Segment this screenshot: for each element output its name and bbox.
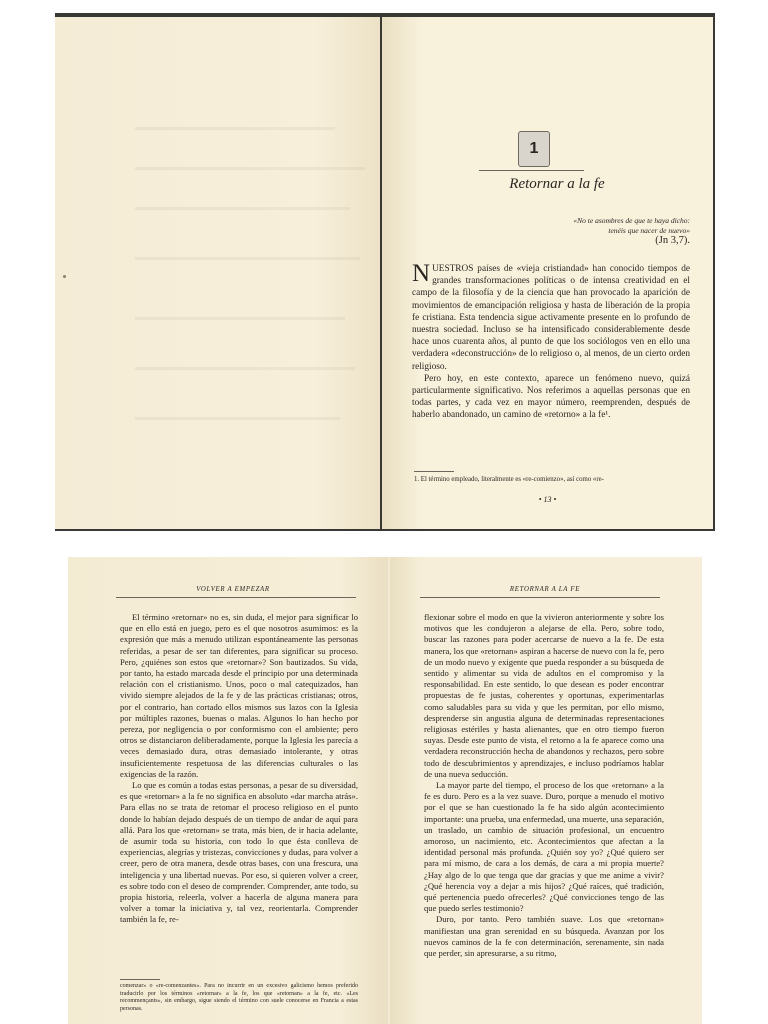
running-head: RETORNAR A LA FE: [509, 586, 581, 593]
show-through-line: [135, 167, 365, 170]
page-14: [68, 557, 388, 1024]
show-through-line: [135, 257, 360, 260]
chapter-title: Retornar a la fe: [509, 176, 605, 192]
epigraph-line-2: tenéis que nacer de nuevo»: [608, 226, 690, 235]
epigraph-line-1: «No te asombres de que te haya dicho:: [573, 216, 690, 225]
bottom-scan-spread: [68, 557, 702, 1024]
show-through-line: [135, 367, 355, 370]
chapter-rule: [479, 170, 584, 171]
show-through-line: [135, 317, 345, 320]
body-paragraph: Lo que es común a todas estas personas, a pesar de su diversidad, es que «retornar» a la fe no significa en absoluto «dar marcha atrás». Para ellas no se trata de retomar el proceso religioso en el punto donde lo habían dejado después de un tiempo de andar de aquí para allá. Para los que «retornan» se trata, más bien, de ir hacia adelante, de asumir toda su historia, con todo lo que ésta conlleva de experiencias, alegrías y tristezas, convicciones y dudas, para volver a creer, pero de otra manera, desde otras bases, con una frescura, una inteligencia y una libertad nuevas. Por eso, si quieren volver a creer, es sobre todo con el deseo de comprender. Comprender, ante todo, su propia historia, releerla, volver a hacerla de alguna manera para volver a tomar la iniciativa y, tal vez, reorientarla. Comprender también la fe, re-: [120, 780, 358, 925]
opening-word: UESTROS: [432, 264, 474, 274]
body-paragraph: La mayor parte del tiempo, el proceso de los que «retornan» a la fe es duro. Pero es a la vez suave. Duro, porque a menudo el motivo por el que se han cuestionado la fe ha sido algún acontecimiento importante: una prueba, una enfermedad, una muerte, una separación, un traslado, un cambio de situación profesional, un encuentro amoroso, un nacimiento, etc. Acontecimientos que afectan a la identidad personal más profunda. ¿Quién soy yo? ¿Qué quiero ser para mí mismo, de cara a los demás, de cara a mi propia muerte? ¿Hay algo de lo que tenga que dar gracias y que me anime a vivir? ¿Qué herencia voy a dejar a mis hijos? ¿Qué raíces, qué tradición, qué pertenencia puedo ofrecerles? ¿Qué convicciones tengo de las que puedo serles testimonio?: [424, 780, 664, 914]
page-15-body: [424, 612, 664, 959]
body-paragraph: El término «retornar» no es, sin duda, el mejor para significar lo que en ello está en juego, pero es el que nosotros asumimos: es la expresión que más a menudo utilizan espontáneamente las personas referidas, a pesar de ser tan diferentes, para significar su proceso. Pero, ¿quiénes son estos que «retornar»? Son bautizados. Su vida, por tanto, ha estado marcada desde el principio por una determinada relación con el cristianismo. Unos, poco o mal catequizados, han vivido siempre alejados de la fe y de las prácticas cristianas; otros, por el contrario, han cortado ellos mismos sus lazos con la Iglesia por múltiples razones, buenas o malas. Algunos lo han hecho por pereza, por negligencia o por conformismo con el ambiente; pero otros se distanciaron deliberadamente, porque la Iglesia les parecía a veces demasiado dura, otras demasiado intolerante, y otras insuficientemente respetuosa de las diferencias culturales o las exigencias de la razón.: [120, 612, 358, 779]
footnote: comenzar» o «re-comenzantes». Para no incurrir en un excesivo galicismo hemos preferido traducirlo por los términos «retornar» a la fe, los que «retornan» a la fe, etc. «Les recommençants», sin embargo, sigue siendo el término con suele conocerse en Francia a estas personas.: [120, 983, 358, 1012]
body-paragraph: Duro, por tanto. Pero también suave. Los que «retornan» manifiestan una gran serenidad en su búsqueda. Avanzan por los nuevos caminos de la fe con determinación, serenamente, sin nada que perder, sin apresurarse, a su ritmo,: [424, 914, 664, 959]
show-through-line: [135, 127, 335, 130]
page-15: [390, 557, 702, 1024]
drop-cap: N: [412, 260, 431, 287]
running-head: VOLVER A EMPEZAR: [196, 586, 270, 593]
footnote-rule: [414, 471, 454, 472]
body-paragraph: Pero hoy, en este contexto, aparece un fenómeno nuevo, quizá particularmente significativo. Nos referimos a aquellas personas que en todas partes, y cada vez en mayor número, reemprenden, después de haberlo abandonado, un camino de «retorno» a la fe¹.: [412, 373, 690, 421]
page-mark: [63, 275, 66, 278]
page-14-body: [120, 612, 358, 926]
footnote-rule: [120, 979, 160, 980]
show-through-line: [135, 417, 340, 420]
footnote: 1. El término empleado, literalmente es «re-comienzo», así como «re-: [414, 476, 604, 483]
body-paragraph: [412, 260, 690, 373]
page-number: • 13 •: [538, 495, 557, 504]
page-13-body: [412, 260, 690, 422]
page-13: [382, 17, 713, 529]
epigraph-reference: (Jn 3,7).: [655, 235, 690, 246]
top-scan-spread: [55, 13, 715, 531]
chapter-number-box: 1: [518, 131, 550, 167]
body-paragraph: flexionar sobre el modo en que la vivieron anteriormente y sobre los motivos que les condujeron a alejarse de ella. Pero, sobre todo, buscar las razones para poder acercarse de nuevo a la fe. De esta manera, los que «retornan» aspiran a hacerse de nuevo con la fe, pero de un modo nuevo y exigente que pueda responder a su búsqueda de sentido y alimentar su vida de adultos en el compromiso y la responsabilidad. En este sentido, lo que desean es poder encontrar propuestas de fe justas, coherentes y oportunas, experimentarlas como saludables para su vida y que les permitan, por ello mismo, desprenderse sin angustia alguna de determinadas representaciones religiosas estériles y hasta alienantes, que en otro tiempo fueron suyas. Desde este punto de vista, el retorno a la fe aparece como una verdadera reconstrucción hecha de abandonos y rechazos, pero sobre todo de descubrimientos y aprendizajes, e incluso podríamos hablar de una nueva seducción.: [424, 612, 664, 779]
show-through-line: [135, 207, 350, 210]
page-12-blank: [55, 17, 380, 529]
running-head-rule: [116, 597, 356, 598]
paragraph-text: países de «vieja cristiandad» han conocido tiempos de grandes transformaciones políticas o de intensa creatividad en el campo de la filosofía y de la ciencia que han provocado la aparición de movimientos de emancipación religiosa y hasta de liberación de la propia fe cristiana. Esta tendencia sigue activamente presente en lo profundo de nuestra sociedad. Incluso se ha intensificado considerablemente desde hace unos cuarenta años, al punto de que los sociólogos ven en ello una verdadera «deconstrucción» de lo religioso o, al menos, de un cierto orden religioso.: [412, 264, 690, 372]
running-head-rule: [420, 597, 660, 598]
